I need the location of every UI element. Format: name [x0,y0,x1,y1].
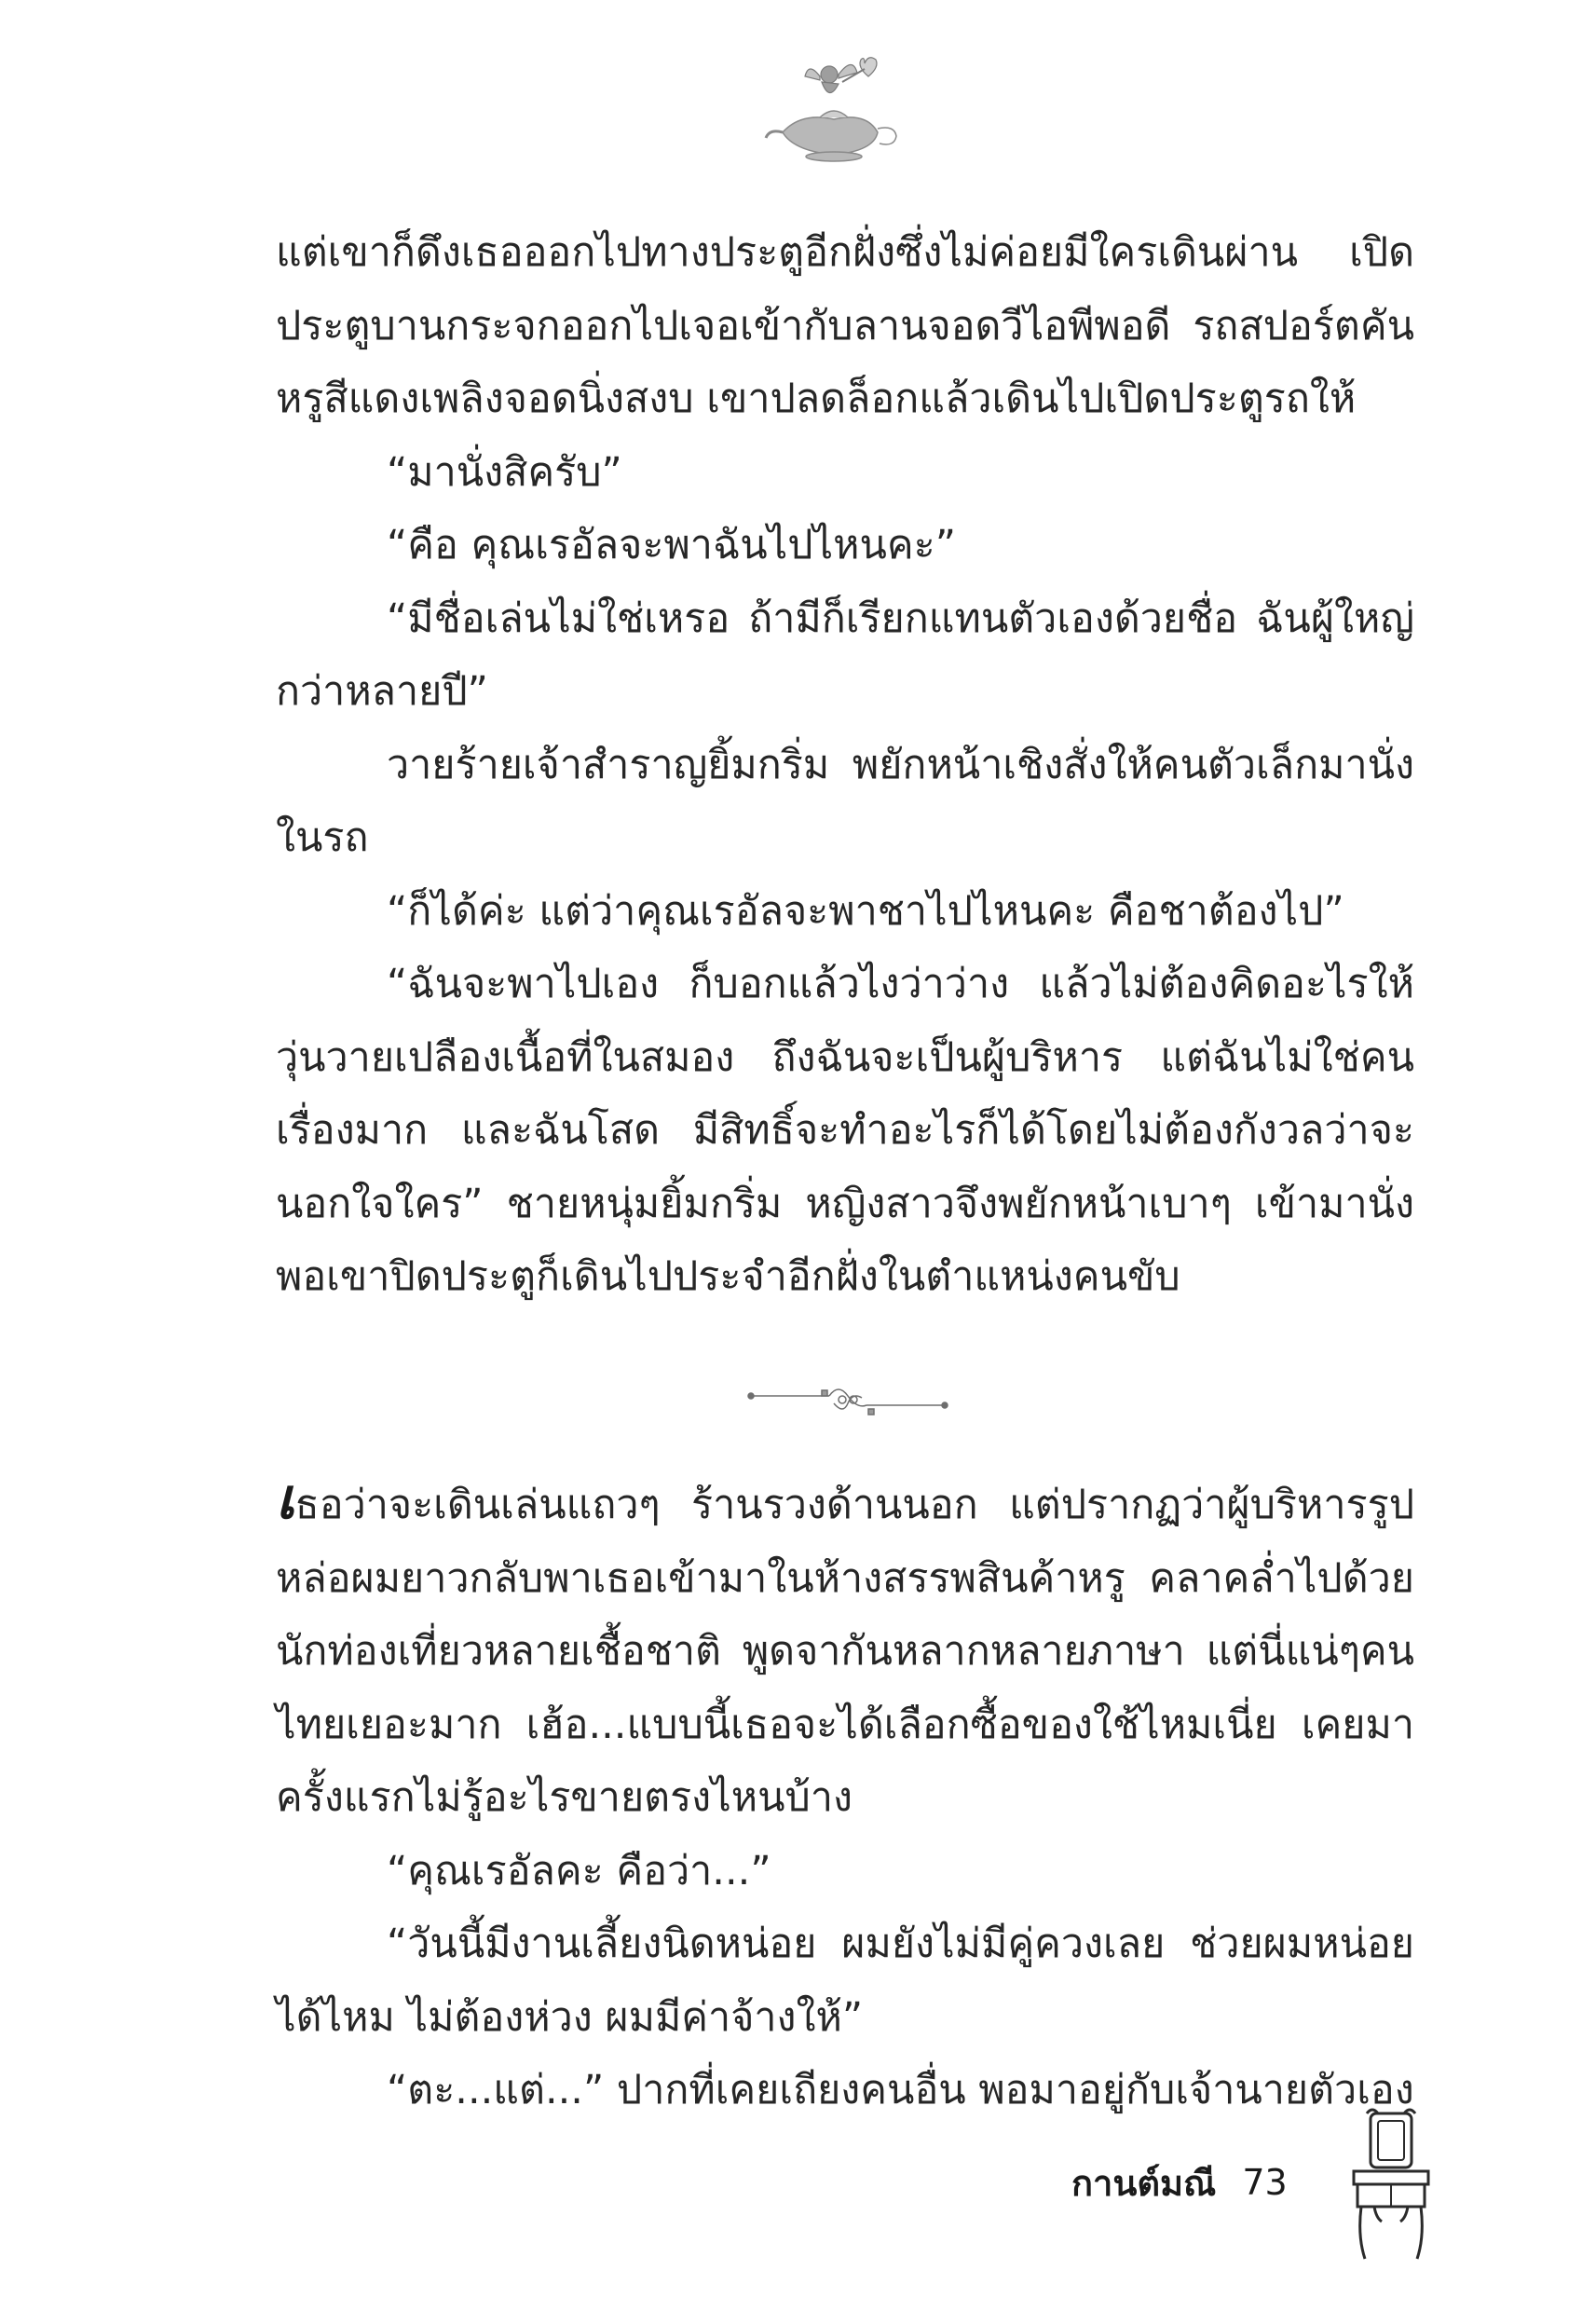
vanity-mirror-icon [1344,2106,1438,2264]
paragraph: แต่เขาก็ดึงเธอออกไปทางประตูอีกฝั่งซึ่งไม่ค่อยมีใครเดินผ่าน เปิดประตูบานกระจกออกไปเจอเข้ากับลานจอดวีไอพีพอดี รถสปอร์ตคันหรูสีแดงเพลิงจอดนิ่งสงบ เขาปลดล็อกแล้วเดินไปเปิดประตูรถให้ [276,229,1414,422]
scroll-divider-icon [745,1377,950,1424]
teapot-cupid-icon [764,47,904,168]
chapter-opening-paragraph [276,1469,1414,1835]
paragraph: “ก็ได้ค่ะ แต่ว่าคุณเรอัลจะพาชาไปไหนคะ คือชาต้องไป” [387,887,1344,935]
text-block-2 [276,1469,1414,2127]
drop-cap: เ [276,1467,295,1532]
paragraph: “ฉันจะพาไปเอง ก็บอกแล้วไงว่าว่าง แล้วไม่ต้องคิดอะไรให้วุ่นวายเปลืองเนื้อที่ในสมอง ถึงฉันจะเป็นผู้บริหาร แต่ฉันไม่ใช่คนเรื่องมาก และฉันโสด มีสิทธิ์จะทำอะไรก็ได้โดยไม่ต้องกังวลว่าจะนอกใจใคร” ชายหนุ่มยิ้มกริ่ม หญิงสาวจึงพยักหน้าเบาๆ เข้ามานั่งพอเขาปิดประตูก็เดินไปประจำอีกฝั่งในตำแหน่งคนขับ [276,961,1414,1300]
page-number: 73 [1242,2162,1288,2203]
paragraph: “วันนี้มีงานเลี้ยงนิดหน่อย ผมยังไม่มีคู่ควงเลย ช่วยผมหน่อยได้ไหม ไม่ต้องห่วง ผมมีค่าจ้างให้” [276,1921,1414,2041]
page-footer [1071,2154,1288,2210]
text-block-1 [276,216,1414,1314]
book-title: กานต์มณี [1071,2162,1217,2204]
paragraph: “มีชื่อเล่นไม่ใช่เหรอ ถ้ามีก็เรียกแทนตัวเองด้วยชื่อ ฉันผู้ใหญ่กว่าหลายปี” [276,595,1414,715]
paragraph: “มานั่งสิครับ” [387,448,622,496]
paragraph: “ตะ...แต่...” ปากที่เคยเถียงคนอื่น พอมาอยู่กับเจ้านายตัวเอง [387,2067,1414,2113]
paragraph: วายร้ายเจ้าสำราญยิ้มกริ่ม พยักหน้าเชิงสั่งให้คนตัวเล็กมานั่งในรถ [276,741,1414,861]
paragraph: “คือ คุณเรอัลจะพาฉันไปไหนคะ” [387,522,957,568]
paragraph: “คุณเรอัลคะ คือว่า...” [387,1847,771,1894]
opening-paragraph-text: ธอว่าจะเดินเล่นแถวๆ ร้านรวงด้านนอก แต่ปรากฏว่าผู้บริหารรูปหล่อผมยาวกลับพาเธอเข้ามาในห้างสรรพสินค้าหรู คลาคล่ำไปด้วยนักท่องเที่ยวหลายเชื้อชาติ พูดจากันหลากหลายภาษา แต่นี่แน่ๆคนไทยเยอะมาก เฮ้อ...แบบนี้เธอจะได้เลือกซื้อของใช้ไหมเนี่ย เคยมาครั้งแรกไม่รู้อะไรขายตรงไหนบ้าง [276,1482,1414,1821]
